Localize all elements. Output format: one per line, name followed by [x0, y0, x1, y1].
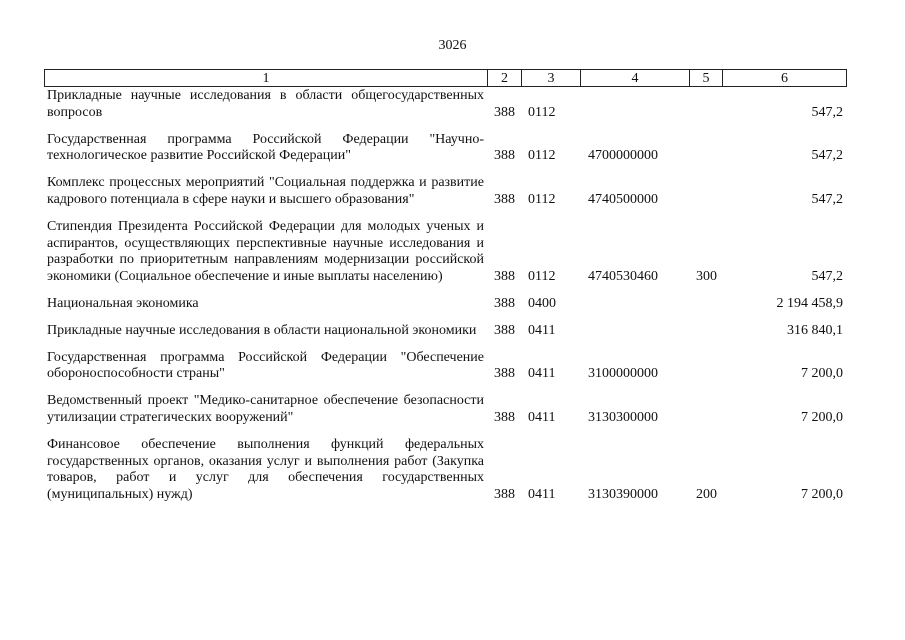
row-amount: 547,2 [811, 269, 843, 285]
row-name: Комплекс процессных мероприятий "Социальная поддержка и развитие кадрового потенциала в сфере науки и высшего образования" [47, 175, 484, 207]
table-row [44, 132, 846, 166]
row-amount: 7 200,0 [801, 409, 843, 425]
table-row [44, 88, 846, 122]
row-name: Прикладные научные исследования в области национальной экономики [47, 322, 477, 338]
table-row [44, 350, 846, 384]
row-name: Прикладные научные исследования в области общегосударственных вопросов [47, 88, 484, 120]
row-ministry-code: 388 [494, 322, 515, 338]
row-section-code: 0400 [528, 295, 556, 311]
column-header-5: 5 [690, 70, 723, 87]
row-spacer [44, 383, 846, 393]
row-amount: 547,2 [811, 191, 843, 207]
column-header-1: 1 [45, 70, 488, 87]
row-target-article [580, 296, 689, 313]
row-spacer [44, 165, 846, 175]
table-row [44, 323, 846, 340]
row-ministry-code: 388 [494, 366, 515, 382]
row-name: Ведомственный проект "Медико-санитарное обеспечение безопасности утилизации стратегических вооружений" [47, 393, 484, 425]
row-section-code: 0411 [528, 487, 556, 503]
page-number: 3026 [438, 38, 467, 53]
row-target-article: 3130300000 [588, 409, 658, 425]
table-row [44, 175, 846, 209]
column-header-6: 6 [723, 70, 847, 87]
row-expense-type: 300 [696, 269, 717, 285]
row-target-article [580, 323, 689, 340]
row-ministry-code: 388 [494, 409, 515, 425]
row-name: Стипендия Президента Российской Федерации для молодых ученых и аспирантов, осуществляющих перспективные научные исследования и разработки по приоритетным направлениям модернизации российской экономики (Социальное обеспечение и иные выплаты населению) [47, 218, 484, 285]
row-target-article: 4740530460 [588, 269, 658, 285]
row-ministry-code: 388 [494, 148, 515, 164]
budget-table [44, 88, 846, 504]
row-amount: 7 200,0 [801, 487, 843, 503]
row-name: Национальная экономика [47, 295, 199, 311]
row-amount: 547,2 [811, 148, 843, 164]
row-spacer [44, 427, 846, 437]
row-name: Государственная программа Российской Федерации "Научно-технологическое развитие Российской Федерации" [47, 131, 484, 164]
column-header-row [45, 70, 847, 87]
row-expense-type [689, 88, 722, 122]
row-ministry-code: 388 [494, 295, 515, 311]
row-amount: 2 194 458,9 [776, 295, 843, 311]
row-section-code: 0112 [528, 191, 556, 207]
row-target-article [580, 88, 689, 122]
column-header-4: 4 [581, 70, 690, 87]
row-spacer [44, 122, 846, 132]
row-ministry-code: 388 [494, 104, 515, 120]
row-name: Финансовое обеспечение выполнения функций федеральных государственных органов, оказания услуг и выполнения работ (Закупка товаров, работ и услуг для обеспечения государственных (муниципальных) нужд) [47, 436, 484, 503]
row-expense-type [689, 132, 722, 166]
row-amount: 316 840,1 [787, 322, 843, 338]
row-section-code: 0411 [528, 322, 556, 338]
row-expense-type [689, 393, 722, 427]
row-spacer [44, 209, 846, 219]
column-header-2: 2 [488, 70, 522, 87]
row-section-code: 0112 [528, 104, 556, 120]
row-target-article: 3100000000 [588, 366, 658, 382]
row-section-code: 0411 [528, 366, 556, 382]
row-spacer [44, 313, 846, 323]
row-section-code: 0411 [528, 409, 556, 425]
table-row [44, 296, 846, 313]
row-expense-type [689, 323, 722, 340]
table-row [44, 219, 846, 286]
row-spacer [44, 340, 846, 350]
row-expense-type [689, 296, 722, 313]
row-ministry-code: 388 [494, 487, 515, 503]
table-row [44, 437, 846, 504]
table-row [44, 393, 846, 427]
row-expense-type [689, 350, 722, 384]
column-header-table [44, 69, 847, 87]
row-amount: 7 200,0 [801, 366, 843, 382]
row-section-code: 0112 [528, 269, 556, 285]
row-ministry-code: 388 [494, 191, 515, 207]
row-section-code: 0112 [528, 148, 556, 164]
row-expense-type: 200 [696, 487, 717, 503]
row-amount: 547,2 [811, 104, 843, 120]
column-header-3: 3 [522, 70, 581, 87]
row-expense-type [689, 175, 722, 209]
row-target-article: 3130390000 [588, 487, 658, 503]
row-target-article: 4700000000 [588, 148, 658, 164]
row-target-article: 4740500000 [588, 191, 658, 207]
row-spacer [44, 286, 846, 296]
row-name: Государственная программа Российской Федерации "Обеспечение обороноспособности страны" [47, 349, 484, 382]
row-ministry-code: 388 [494, 269, 515, 285]
